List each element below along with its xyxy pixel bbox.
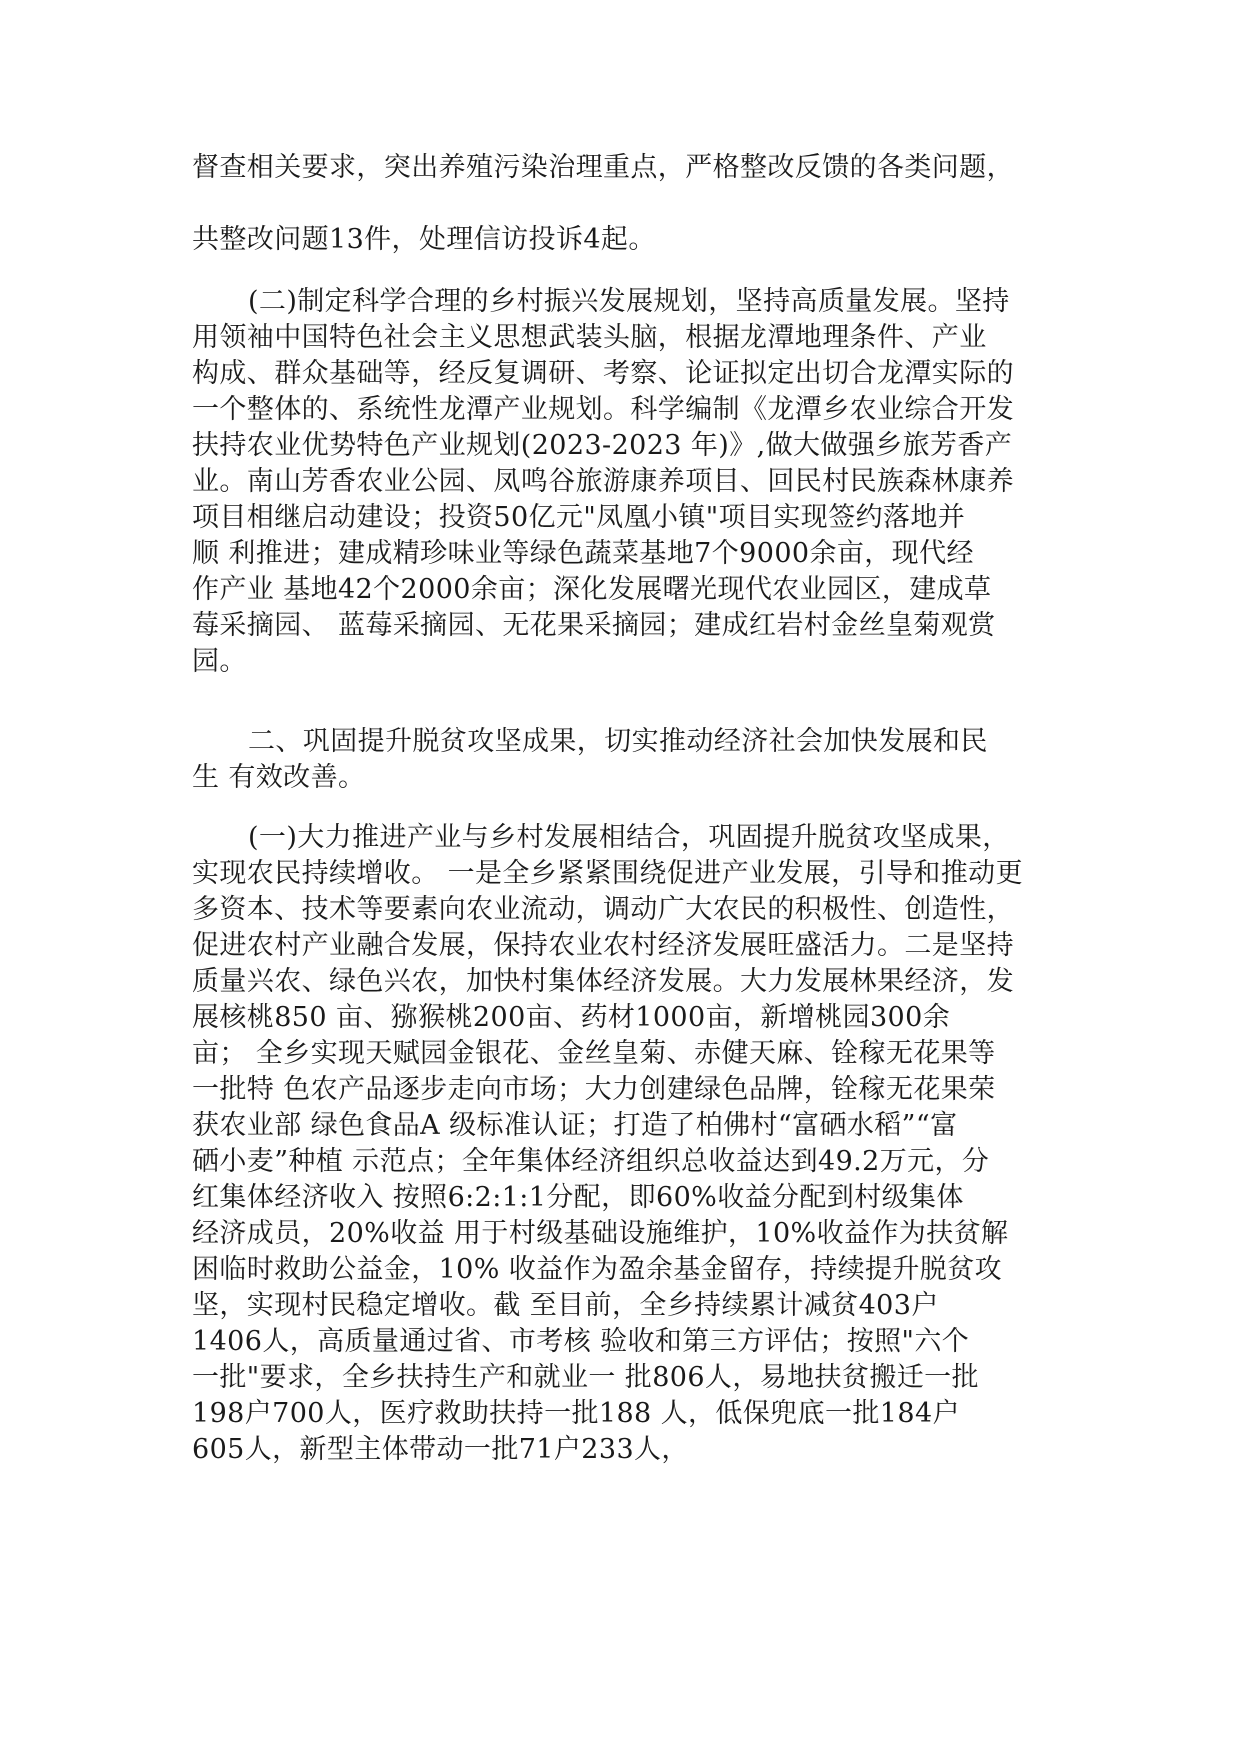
text-line: 1406人，高质量通过省、市考核 验收和第三方评估；按照"六个 <box>192 1326 970 1357</box>
text-line: 展核桃850 亩、猕猴桃200亩、药材1000亩，新增桃园300余 <box>192 1002 951 1033</box>
text-line: 共整改问题13件，处理信访投诉4起。 <box>192 224 656 255</box>
text-line: 生 有效改善。 <box>192 762 366 793</box>
text-line: 扶持农业优势特色产业规划(2023-2023 年)》,做大做强乡旅芳香产 <box>192 430 1013 461</box>
text-line: 经济成员，20%收益 用于村级基础设施维护，10%收益作为扶贫解 <box>192 1218 1009 1249</box>
text-line: 一个整体的、系统性龙潭产业规划。科学编制《龙潭乡农业综合开发 <box>192 394 1014 425</box>
text-line: 督查相关要求，突出养殖污染治理重点，严格整改反馈的各类问题， <box>192 152 1014 183</box>
section-heading-line: (二)制定科学合理的乡村振兴发展规划，坚持高质量发展。坚持 <box>248 286 1010 317</box>
text-line: 实现农民持续增收。 一是全乡紧紧围绕促进产业发展，引导和推动更 <box>192 858 1023 889</box>
text-line: 获农业部 绿色食品A 级标准认证；打造了柏佛村“富硒水稻”“富 <box>192 1110 958 1141</box>
text-line: 一批"要求，全乡扶持生产和就业一 批806人，易地扶贫搬迁一批 <box>192 1362 979 1393</box>
text-line: 一批特 色农产品逐步走向市场；大力创建绿色品牌，铨稼无花果荣 <box>192 1074 996 1105</box>
text-line: 质量兴农、绿色兴农，加快村集体经济发展。大力发展林果经济，发 <box>192 966 1014 997</box>
text-line: 顺 利推进；建成精珍味业等绿色蔬菜基地7个9000余亩，现代经 <box>192 538 974 569</box>
text-line: 促进农村产业融合发展，保持农业农村经济发展旺盛活力。二是坚持 <box>192 930 1014 961</box>
text-line: 坚，实现村民稳定增收。截 至目前，全乡持续累计减贫403户 <box>192 1290 939 1321</box>
text-line: 困临时救助公益金，10% 收益作为盈余基金留存，持续提升脱贫攻 <box>192 1254 1002 1285</box>
text-line: 多资本、技术等要素向农业流动，调动广大农民的积极性、创造性， <box>192 894 1014 925</box>
text-line: 项目相继启动建设；投资50亿元"凤凰小镇"项目实现签约落地并 <box>192 502 966 533</box>
text-line: 红集体经济收入 按照6:2:1:1分配，即60%收益分配到村级集体 <box>192 1182 964 1213</box>
text-line: 硒小麦”种植 示范点；全年集体经济组织总收益达到49.2万元，分 <box>192 1146 990 1177</box>
text-line: 莓采摘园、 蓝莓采摘园、无花果采摘园；建成红岩村金丝皇菊观赏 <box>192 610 996 641</box>
text-line: 用领袖中国特色社会主义思想武装头脑，根据龙潭地理条件、产业 <box>192 322 987 353</box>
text-line: 作产业 基地42个2000余亩；深化发展曙光现代农业园区，建成草 <box>192 574 992 605</box>
section-heading-line: 二、巩固提升脱贫攻坚成果，切实推动经济社会加快发展和民 <box>248 726 988 757</box>
text-line: 亩； 全乡实现天赋园金银花、金丝皇菊、赤健天麻、铨稼无花果等 <box>192 1038 996 1069</box>
text-line: 业。南山芳香农业公园、凤鸣谷旅游康养项目、回民村民族森林康养 <box>192 466 1014 497</box>
text-line: 构成、群众基础等，经反复调研、考察、论证拟定出切合龙潭实际的 <box>192 358 1014 389</box>
text-line: 198户700人，医疗救助扶持一批188 人，低保兜底一批184户 <box>192 1398 960 1429</box>
text-line: 园。 <box>192 646 247 677</box>
text-line: 605人，新型主体带动一批71户233人， <box>192 1434 689 1465</box>
section-heading-line: (一)大力推进产业与乡村发展相结合，巩固提升脱贫攻坚成果， <box>248 822 1010 853</box>
